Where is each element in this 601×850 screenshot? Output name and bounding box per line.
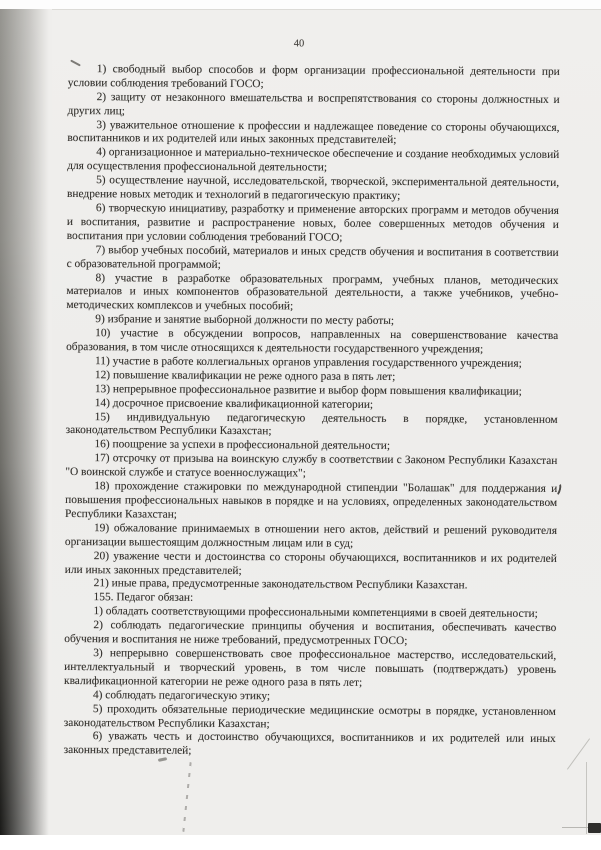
paragraph: 6) творческую инициативу, разработку и применение авторских программ и методов обучения и воспитания, развитие и распространение новых, более совершенных методов обучения и воспитания при условии соблюдения требований ГОСО; — [66, 202, 559, 244]
paragraph: 12) повышение квалификации не реже одного раза в пять лет; — [94, 369, 396, 383]
paragraph: 16) поощрение за успехи в профессиональной деятельности; — [94, 438, 391, 453]
paragraph: 18) прохождение стажировки по международной стипендии "Болашак" для поддержания и повышения профессиональных навыков в порядке и на условиях, определенных законодательством Республики Казахстан; — [65, 480, 558, 521]
paragraph: 1) свободный выбор способов и форм организации профессиональной деятельности при условии соблюдения требований ГОСО; — [67, 63, 560, 91]
document-body — [64, 63, 560, 761]
scan-margin-bottom — [0, 835, 601, 850]
paragraph: 3) уважительное отношение к профессии и надлежащее поведение со стороны обучающихся, воспитанников и их родителей или иных законных представителей; — [67, 118, 560, 147]
paragraph: 4) организационное и материально-техническое обеспечение и создание необходимых условий для осуществления профессиональной деятельности; — [67, 146, 560, 174]
paragraph: 13) непрерывное профессиональное развитие и выбор форм повышения квалификации; — [94, 382, 522, 398]
page-number: 40 — [293, 38, 305, 50]
paragraph: 5) проходить обязательные периодические медицинские осмотры в порядке, установленном законодательством Республики Казахстан; — [63, 702, 556, 730]
scan-margin-top — [0, 0, 601, 9]
paragraph: 4) соблюдать педагогическую этику; — [92, 688, 271, 702]
page-edge-right — [586, 762, 587, 834]
paragraph: 21) иные права, предусмотренные законодательством Республики Казахстан. — [93, 577, 468, 592]
scan-corner-mark — [588, 823, 601, 833]
paragraph: 3) непрерывно совершенствовать свое профессиональное мастерство, исследовательский, интеллектуальный и творческий уровень, в том числе повышать (подтверждать) уровень квалификационной категории не реже одного раза в пять лет; — [64, 647, 557, 689]
scan-edge-shadow-left — [0, 9, 52, 835]
paragraph: 7) выбор учебных пособий, материалов и иных средств обучения и воспитания в соответствии с образовательной программой; — [66, 243, 559, 271]
paragraph: 14) досрочное присвоение квалификационной категории; — [94, 396, 374, 411]
paragraph: 20) уважение чести и достоинства со стороны обучающихся, воспитанников и их родителей или иных законных представителей; — [64, 549, 557, 577]
paragraph: 9) избрание и занятие выборной должности по месту работы; — [95, 313, 395, 328]
paragraph: 17) отсрочку от призыва на воинскую службу в соответствии с Законом Республики Казахстан "О воинской службе и статусе военнослужащих"; — [65, 452, 558, 480]
document-text-block — [64, 36, 560, 761]
paragraph: 2) защиту от незаконного вмешательства и воспрепятствования со стороны должностных и других лиц; — [67, 90, 560, 117]
paragraph: 1) обладать соответствующими профессиональными компетенциями в своей деятельности; — [93, 605, 538, 621]
paragraph: 10) участие в обсуждении вопросов, направленных на совершенствование качества образования, в том числе относящихся к деятельности государственного учреждения; — [66, 327, 559, 356]
paragraph: 11) участие в работе коллегиальных органов управления государственного учреждения; — [94, 355, 522, 370]
paragraph: 8) участие в разработке образовательных программ, учебных планов, методических материалов и иных компонентов образовательной деятельности, а также учебников, учебно-методических комплексов и учебных пособий; — [66, 271, 559, 313]
paragraph: 15) индивидуальную педагогическую деятельность в порядке, установленном законодательством Республики Казахстан; — [65, 410, 558, 438]
paragraph: 6) уважать честь и достоинство обучающихся, воспитанников и их родителей или иных законных представителей; — [63, 730, 556, 758]
paragraph: 5) осуществление научной, исследовательской, творческой, экспериментальной деятельности, внедрение новых методик и технологий в педагогическую практику; — [66, 174, 560, 203]
paragraph: 155. Педагог обязан: — [93, 591, 194, 605]
paragraph: 19) обжалование принимаемых в отношении него актов, действий и решений руководителя организации вышестоящим должностным лицам или в суд; — [64, 521, 558, 550]
paragraph: 2) соблюдать педагогические принципы обучения и воспитания, обеспечивать качество обучения и воспитания не ниже требований, предусмотренных ГОСО; — [64, 619, 557, 648]
